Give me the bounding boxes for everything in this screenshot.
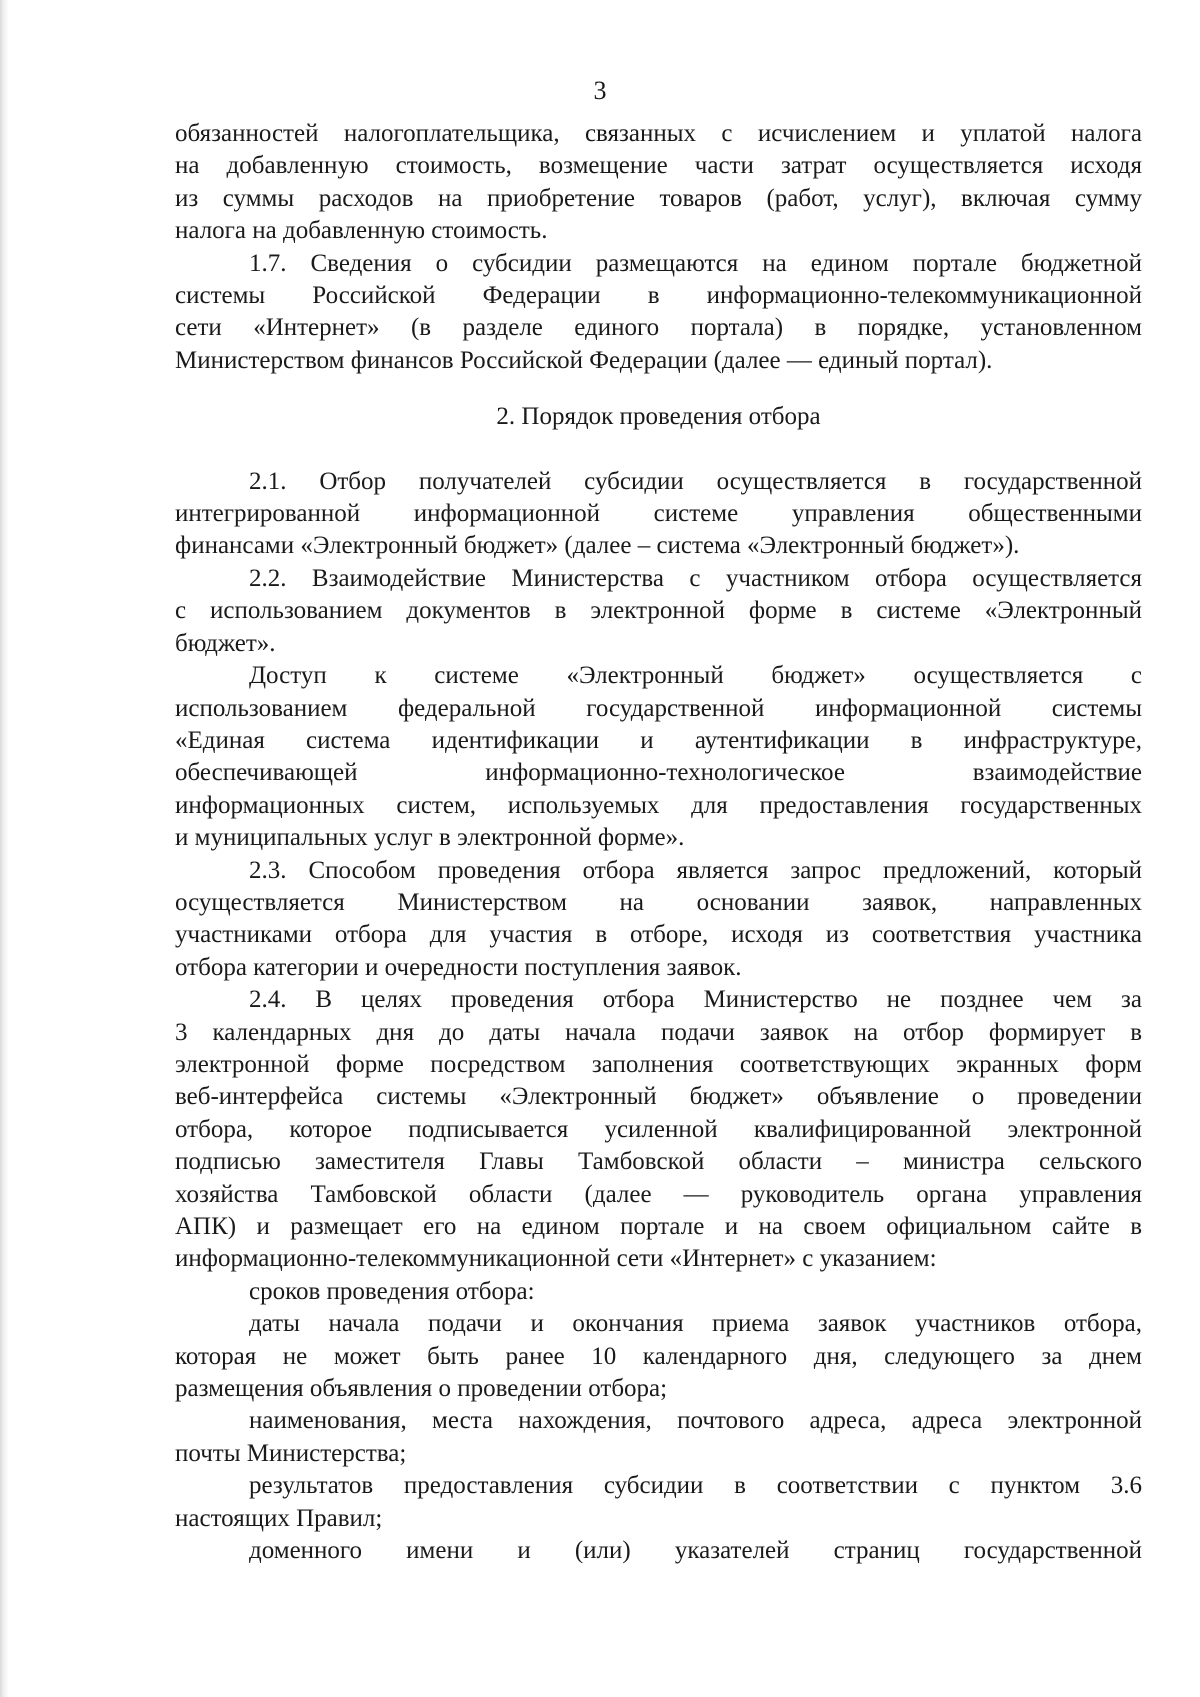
text-line: которая не может быть ранее 10 календарного дня, следующего за днем <box>175 1342 1142 1370</box>
text-line: информационно-телекоммуникационной сети «Интернет» с указанием: <box>175 1245 937 1273</box>
text-line: «Единая система идентификации и аутентификации в инфраструктуре, <box>175 726 1142 754</box>
text-line: доменного имени и (или) указателей страниц государственной <box>249 1537 1142 1565</box>
text-line: даты начала подачи и окончания приема заявок участников отбора, <box>249 1310 1142 1338</box>
text-line: отбора категории и очередности поступления заявок. <box>175 953 742 981</box>
text-line: информационных систем, используемых для предоставления государственных <box>175 791 1142 819</box>
text-line: настоящих Правил; <box>175 1504 383 1532</box>
paragraph <box>175 563 1142 660</box>
text-line: 3 календарных дня до даты начала подачи заявок на отбор формирует в <box>175 1018 1142 1046</box>
text-line: из суммы расходов на приобретение товаров (работ, услуг), включая сумму <box>175 184 1142 212</box>
paragraph <box>175 118 1142 248</box>
paragraph <box>175 1470 1142 1535</box>
text-line: бюджет». <box>175 629 276 657</box>
text-line: осуществляется Министерством на основании заявок, направленных <box>175 888 1142 916</box>
text-line: сети «Интернет» (в разделе единого портала) в порядке, установленном <box>175 314 1142 342</box>
text-line: веб-интерфейса системы «Электронный бюджет» объявление о проведении <box>175 1083 1142 1111</box>
paragraph <box>175 466 1142 563</box>
text-line: АПК) и размещает его на едином портале и на своем официальном сайте в <box>175 1213 1142 1240</box>
text-line: обеспечивающей информационно-технологическое взаимодействие <box>175 759 1142 787</box>
text-line: использованием федеральной государственной информационной системы <box>175 694 1142 722</box>
paragraph <box>175 1405 1142 1470</box>
text-line: наименования, места нахождения, почтового адреса, адреса электронной <box>249 1407 1142 1435</box>
paragraph <box>175 1535 1142 1567</box>
paragraph <box>175 1276 1142 1308</box>
paragraph <box>175 660 1142 854</box>
text-line: почты Министерства; <box>175 1439 407 1467</box>
text-line: участниками отбора для участия в отборе, исходя из соответствия участника <box>175 921 1142 949</box>
paragraph <box>175 248 1142 378</box>
text-line: электронной форме посредством заполнения соответствующих экранных форм <box>175 1050 1142 1078</box>
paragraph <box>175 984 1142 1276</box>
text-line: Министерством финансов Российской Федерации (далее — единый портал). <box>175 346 993 374</box>
text-line: налога на добавленную стоимость. <box>175 217 548 245</box>
text-line: сроков проведения отбора: <box>249 1277 535 1305</box>
text-line: 2.1. Отбор получателей субсидии осуществляется в государственной <box>249 467 1142 495</box>
text-line: 2.3. Способом проведения отбора является запрос предложений, который <box>249 856 1142 884</box>
text-line: хозяйства Тамбовской области (далее — руководитель органа управления <box>175 1180 1142 1208</box>
text-line: результатов предоставления субсидии в соответствии с пунктом 3.6 <box>249 1472 1142 1500</box>
text-line: обязанностей налогоплательщика, связанных с исчислением и уплатой налога <box>175 120 1142 147</box>
text-line: подписью заместителя Главы Тамбовской области – министра сельского <box>175 1148 1142 1176</box>
text-line: 2.4. В целях проведения отбора Министерство не позднее чем за <box>249 986 1142 1014</box>
text-line: и муниципальных услуг в электронной форме». <box>175 824 685 852</box>
text-line: на добавленную стоимость, возмещение части затрат осуществляется исходя <box>175 152 1142 180</box>
page-edge-shadow <box>0 0 10 1697</box>
text-line: размещения объявления о проведении отбора; <box>175 1375 668 1403</box>
text-line: системы Российской Федерации в информационно-телекоммуникационной <box>175 282 1142 310</box>
text-line: интегрированной информационной системе управления общественными <box>175 500 1142 528</box>
text-line: Доступ к системе «Электронный бюджет» осуществляется с <box>249 662 1142 690</box>
paragraph <box>175 1308 1142 1405</box>
page-number: 3 <box>593 76 607 105</box>
section-heading: 2. Порядок проведения отбора <box>496 403 821 431</box>
text-line: с использованием документов в электронной форме в системе «Электронный <box>175 597 1142 625</box>
document-body <box>175 118 1142 1567</box>
text-line: финансами «Электронный бюджет» (далее – система «Электронный бюджет»). <box>175 532 1020 560</box>
paragraph <box>175 855 1142 985</box>
text-line: отбора, которое подписывается усиленной квалифицированной электронной <box>175 1115 1142 1143</box>
text-line: 1.7. Сведения о субсидии размещаются на едином портале бюджетной <box>249 249 1142 277</box>
text-line: 2.2. Взаимодействие Министерства с участником отбора осуществляется <box>249 564 1142 592</box>
